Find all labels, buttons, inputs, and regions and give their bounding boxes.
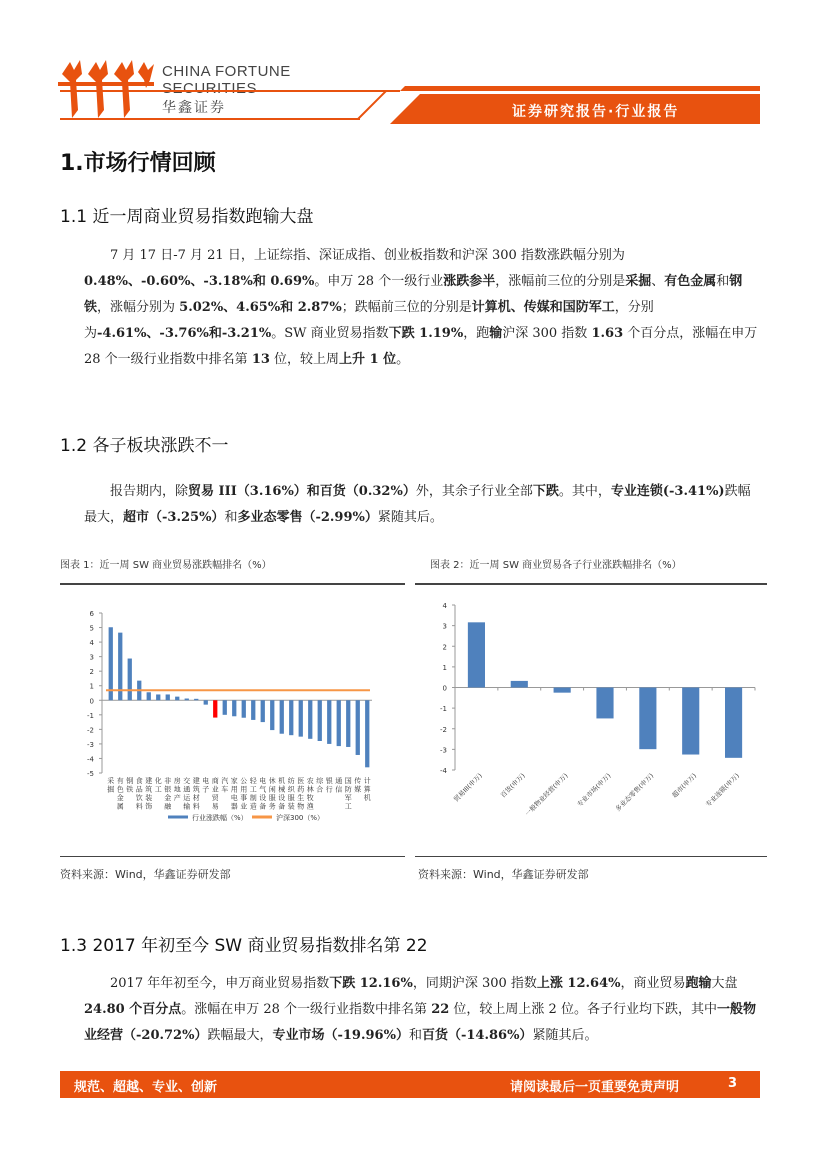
x-tick-label: 计算机: [363, 777, 371, 802]
bar-休闲服务: [270, 700, 274, 730]
emphasis-text: 百货（-14.86%）: [421, 1028, 533, 1043]
figure1-caption: 图表 1：近一周 SW 商业贸易涨跌幅排名（%）: [60, 560, 272, 571]
bar-银行: [327, 700, 331, 744]
y-tick-label: -4: [440, 767, 447, 775]
text-run: 跌幅最大，: [207, 1028, 273, 1043]
y-tick-label: 3: [89, 653, 94, 662]
bar-房地产: [175, 697, 179, 701]
text-run: 报告期内，除: [110, 484, 189, 499]
x-tick-label: 交通运输: [183, 777, 191, 811]
x-tick-label: 电子: [202, 777, 210, 794]
y-tick-label: 4: [89, 639, 94, 648]
bar-国防军工: [346, 700, 350, 747]
subsection-title-1-2: 1.2 各子板块涨跌不一: [60, 436, 229, 456]
bar-家用电器: [232, 700, 236, 716]
y-tick-label: -3: [87, 740, 94, 749]
text-run: 个百分点，涨幅在申万 28 个一级行业指数中排名第: [84, 326, 758, 367]
paragraph-1-3: [84, 971, 762, 1049]
subsection-title-1-3: 1.3 2017 年初至今 SW 商业贸易指数排名第 22: [60, 936, 428, 956]
x-tick-label: 化工: [154, 777, 162, 794]
y-tick-label: 1: [442, 663, 447, 672]
footer-disclaimer-link[interactable]: 请阅读最后一页重要免责声明: [510, 1080, 680, 1095]
text-run: 和: [716, 274, 730, 289]
text-run: 。SW 商业贸易指数: [271, 326, 389, 341]
emphasis-text: 13: [251, 352, 270, 367]
bar-计算机: [365, 700, 369, 767]
y-tick-label: 2: [89, 668, 94, 677]
bar-综合: [318, 700, 322, 741]
brand-name-en-line1: CHINA FORTUNE: [162, 63, 291, 80]
bar-电子: [204, 700, 208, 704]
y-tick-label: 0: [442, 684, 447, 693]
y-tick-label: -2: [440, 725, 447, 734]
bar-建筑材料: [194, 699, 198, 700]
text-run: 。申万 28 个一级行业: [314, 274, 444, 289]
x-tick-label: 百货(申万): [499, 771, 527, 800]
y-tick-label: -1: [440, 705, 447, 714]
page-number: 3: [728, 1076, 738, 1091]
text-run: 沪深 300 指数: [502, 326, 592, 341]
text-run: 。涨幅在申万 28 个一级行业指数中排名第: [181, 1002, 432, 1017]
emphasis-text: 采掘: [625, 274, 652, 289]
x-tick-label: 传媒: [354, 777, 362, 794]
emphasis-text: 下跌 1.19%: [388, 326, 464, 341]
bar-轻工制造: [251, 700, 255, 720]
emphasis-text: 专业连锁(-3.41%): [610, 484, 725, 499]
y-tick-label: 4: [442, 602, 447, 610]
x-tick-label: 建筑材料: [192, 777, 200, 811]
text-run: 跌幅最大，: [84, 484, 751, 525]
subsection-title-1-1: 1.1 近一周商业贸易指数跑输大盘: [60, 207, 314, 227]
emphasis-text: 多业态零售（-2.99%）: [237, 510, 378, 525]
bar-机械设备: [280, 700, 284, 733]
emphasis-text: 下跌: [532, 484, 559, 499]
emphasis-text: 有色金属: [664, 274, 717, 289]
text-run: 紧随其后。: [377, 510, 443, 525]
report-type-tag: 证券研究报告·行业报告: [512, 104, 680, 120]
text-run: ；跌幅前三位的分别是: [341, 300, 472, 315]
bar-公用事业: [242, 700, 246, 717]
emphasis-text: 贸易 III（3.16%）和百货（0.32%）: [188, 484, 416, 499]
brand-name-en-line2: SECURITIES: [162, 80, 258, 97]
figure2-top-rule: [415, 583, 767, 585]
x-tick-label: 农林牧渔: [306, 777, 314, 811]
emphasis-text: 一般物业经营（-20.72%）: [84, 1002, 756, 1043]
legend-label-industry: 行业涨跌幅（%）: [192, 814, 248, 822]
x-tick-label: 公用事业: [240, 777, 248, 811]
emphasis-text: 下跌 12.16%: [329, 976, 413, 991]
emphasis-text: 上升 1 位: [339, 352, 397, 367]
bar-超市(申万): [682, 688, 699, 755]
x-tick-label: 食品饮料: [135, 777, 143, 811]
x-tick-label: 汽车: [221, 777, 229, 794]
emphasis-text: -4.61%、-3.76%和-3.21%: [97, 326, 272, 341]
text-run: 和: [408, 1028, 422, 1043]
legend-label-hs300: 沪深300（%）: [276, 814, 325, 822]
emphasis-text: 0.48%、-0.60%、-3.18%和 0.69%: [84, 274, 315, 289]
text-run: 大盘: [711, 976, 738, 991]
text-run: ，商业贸易: [620, 976, 686, 991]
text-run: 、: [651, 274, 665, 289]
x-tick-label: 休闲服务: [268, 777, 276, 811]
paragraph-1-2: [84, 479, 762, 531]
text-run: 。其中，: [558, 484, 611, 499]
x-tick-label: 房地产: [173, 777, 181, 802]
y-tick-label: 0: [89, 697, 94, 706]
brand-name-cn: 华鑫证券: [162, 100, 226, 116]
bar-建筑装饰: [147, 692, 151, 700]
x-tick-label: 一般物业经营(申万): [523, 771, 570, 818]
x-tick-label: 轻工制造: [249, 777, 257, 811]
text-run: ，跑: [463, 326, 490, 341]
figure2-caption: 图表 2：近一周 SW 商业贸易各子行业涨跌幅排名（%）: [430, 560, 682, 571]
emphasis-text: 钢铁: [84, 274, 743, 315]
bar-农林牧渔: [308, 700, 312, 739]
y-tick-label: -3: [440, 746, 447, 755]
x-tick-label: 建筑装饰: [145, 777, 153, 811]
bar-纺织服装: [289, 700, 293, 735]
emphasis-text: 超市（-3.25%）: [123, 510, 225, 525]
x-tick-label: 通信: [335, 777, 343, 794]
bar-专业连锁(申万): [725, 688, 742, 758]
y-tick-label: -5: [87, 770, 94, 778]
text-run: 7 月 17 日-7 月 21 日，上证综指、深证成指、创业板指数和沪深 300 指数涨跌幅分别为: [110, 248, 625, 263]
text-run: ，同期沪深 300 指数: [412, 976, 537, 991]
text-run: 位，较上周: [269, 352, 340, 367]
section-title: 1.市场行情回顾: [60, 151, 216, 176]
bar-多业态零售(申万): [639, 688, 656, 750]
figure2-source: 资料来源：Wind，华鑫证券研发部: [418, 868, 589, 881]
y-tick-label: 6: [89, 610, 94, 618]
emphasis-text: 计算机、传媒和国防军工: [471, 300, 615, 315]
emphasis-text: 上涨 12.64%: [536, 976, 621, 991]
text-run: ，涨幅前三位的分别是: [495, 274, 626, 289]
figure1-source: 资料来源：Wind，华鑫证券研发部: [60, 868, 231, 881]
y-tick-label: 1: [89, 682, 94, 691]
text-run: 和: [224, 510, 238, 525]
text-run: 紧随其后。: [532, 1028, 598, 1043]
y-tick-label: -2: [87, 726, 94, 735]
x-tick-label: 国防军工: [344, 777, 352, 811]
x-tick-label: 采掘: [107, 777, 115, 794]
emphasis-text: 5.02%、4.65%和 2.87%: [179, 300, 342, 315]
bar-百货(申万): [511, 681, 528, 688]
y-tick-label: 3: [442, 622, 447, 631]
x-tick-label: 银行: [325, 777, 333, 794]
emphasis-text: 专业市场（-19.96%）: [272, 1028, 409, 1043]
x-tick-label: 专业连锁(申万): [704, 771, 741, 809]
bar-专业市场(申万): [596, 688, 613, 719]
y-tick-label: 5: [89, 624, 94, 633]
bar-钢铁: [128, 659, 132, 701]
x-tick-label: 医药生物: [297, 777, 305, 811]
x-tick-label: 综合: [316, 777, 324, 794]
y-tick-label: -1: [87, 711, 94, 720]
text-run: 外，其余子行业全部: [415, 484, 533, 499]
bar-通信: [337, 700, 341, 746]
emphasis-text: 1.63: [591, 326, 624, 341]
text-run: 2017 年年初至今，申万商业贸易指数: [110, 976, 330, 991]
x-tick-label: 家用电器: [230, 777, 238, 811]
bar-汽车: [223, 700, 227, 715]
figure2-bottom-rule: [415, 856, 767, 857]
paragraph-1-1: [84, 243, 762, 373]
text-run: ，分别为: [84, 300, 654, 341]
emphasis-text: 输: [489, 326, 503, 341]
x-tick-label: 机械设备: [278, 777, 286, 811]
text-run: ，涨幅分别为: [97, 300, 180, 315]
x-tick-label: 钢铁: [126, 777, 134, 794]
emphasis-text: 22: [431, 1002, 450, 1017]
bar-贸易III(申万): [468, 622, 485, 687]
figure1-bottom-rule: [60, 856, 405, 857]
emphasis-text: 24.80 个百分点: [84, 1002, 182, 1017]
x-tick-label: 贸易III(申万): [452, 771, 484, 804]
bar-非银金融: [166, 694, 170, 700]
bar-医药生物: [299, 700, 303, 736]
x-tick-label: 有色金属: [116, 777, 124, 811]
x-tick-label: 超市(申万): [670, 771, 699, 800]
figure1-chart: [60, 595, 405, 835]
bar-化工: [156, 694, 160, 700]
x-tick-label: 电气设备: [259, 777, 267, 811]
bar-传媒: [356, 700, 360, 755]
emphasis-text: 涨跌参半: [443, 274, 496, 289]
x-tick-label: 非银金融: [164, 777, 172, 811]
text-run: 位，较上周上涨 2 位。各子行业均下跌，其中: [449, 1002, 717, 1017]
text-run: 。: [396, 352, 410, 367]
bar-交通运输: [185, 699, 189, 701]
x-tick-label: 纺织服装: [287, 777, 295, 811]
bar-商业贸易: [213, 700, 217, 717]
y-tick-label: -4: [87, 755, 94, 764]
emphasis-text: 跑输: [685, 976, 712, 991]
figure1-top-rule: [60, 583, 405, 585]
x-tick-label: 多业态零售(申万): [613, 771, 656, 814]
bar-一般物业经营(申万): [554, 688, 571, 693]
footer-slogan: 规范、超越、专业、创新: [74, 1080, 218, 1095]
figure2-chart: [415, 595, 767, 835]
y-tick-label: 2: [442, 643, 447, 652]
x-tick-label: 商业贸易: [211, 777, 219, 811]
bar-电气设备: [261, 700, 265, 722]
x-tick-label: 专业市场(申万): [575, 771, 613, 809]
